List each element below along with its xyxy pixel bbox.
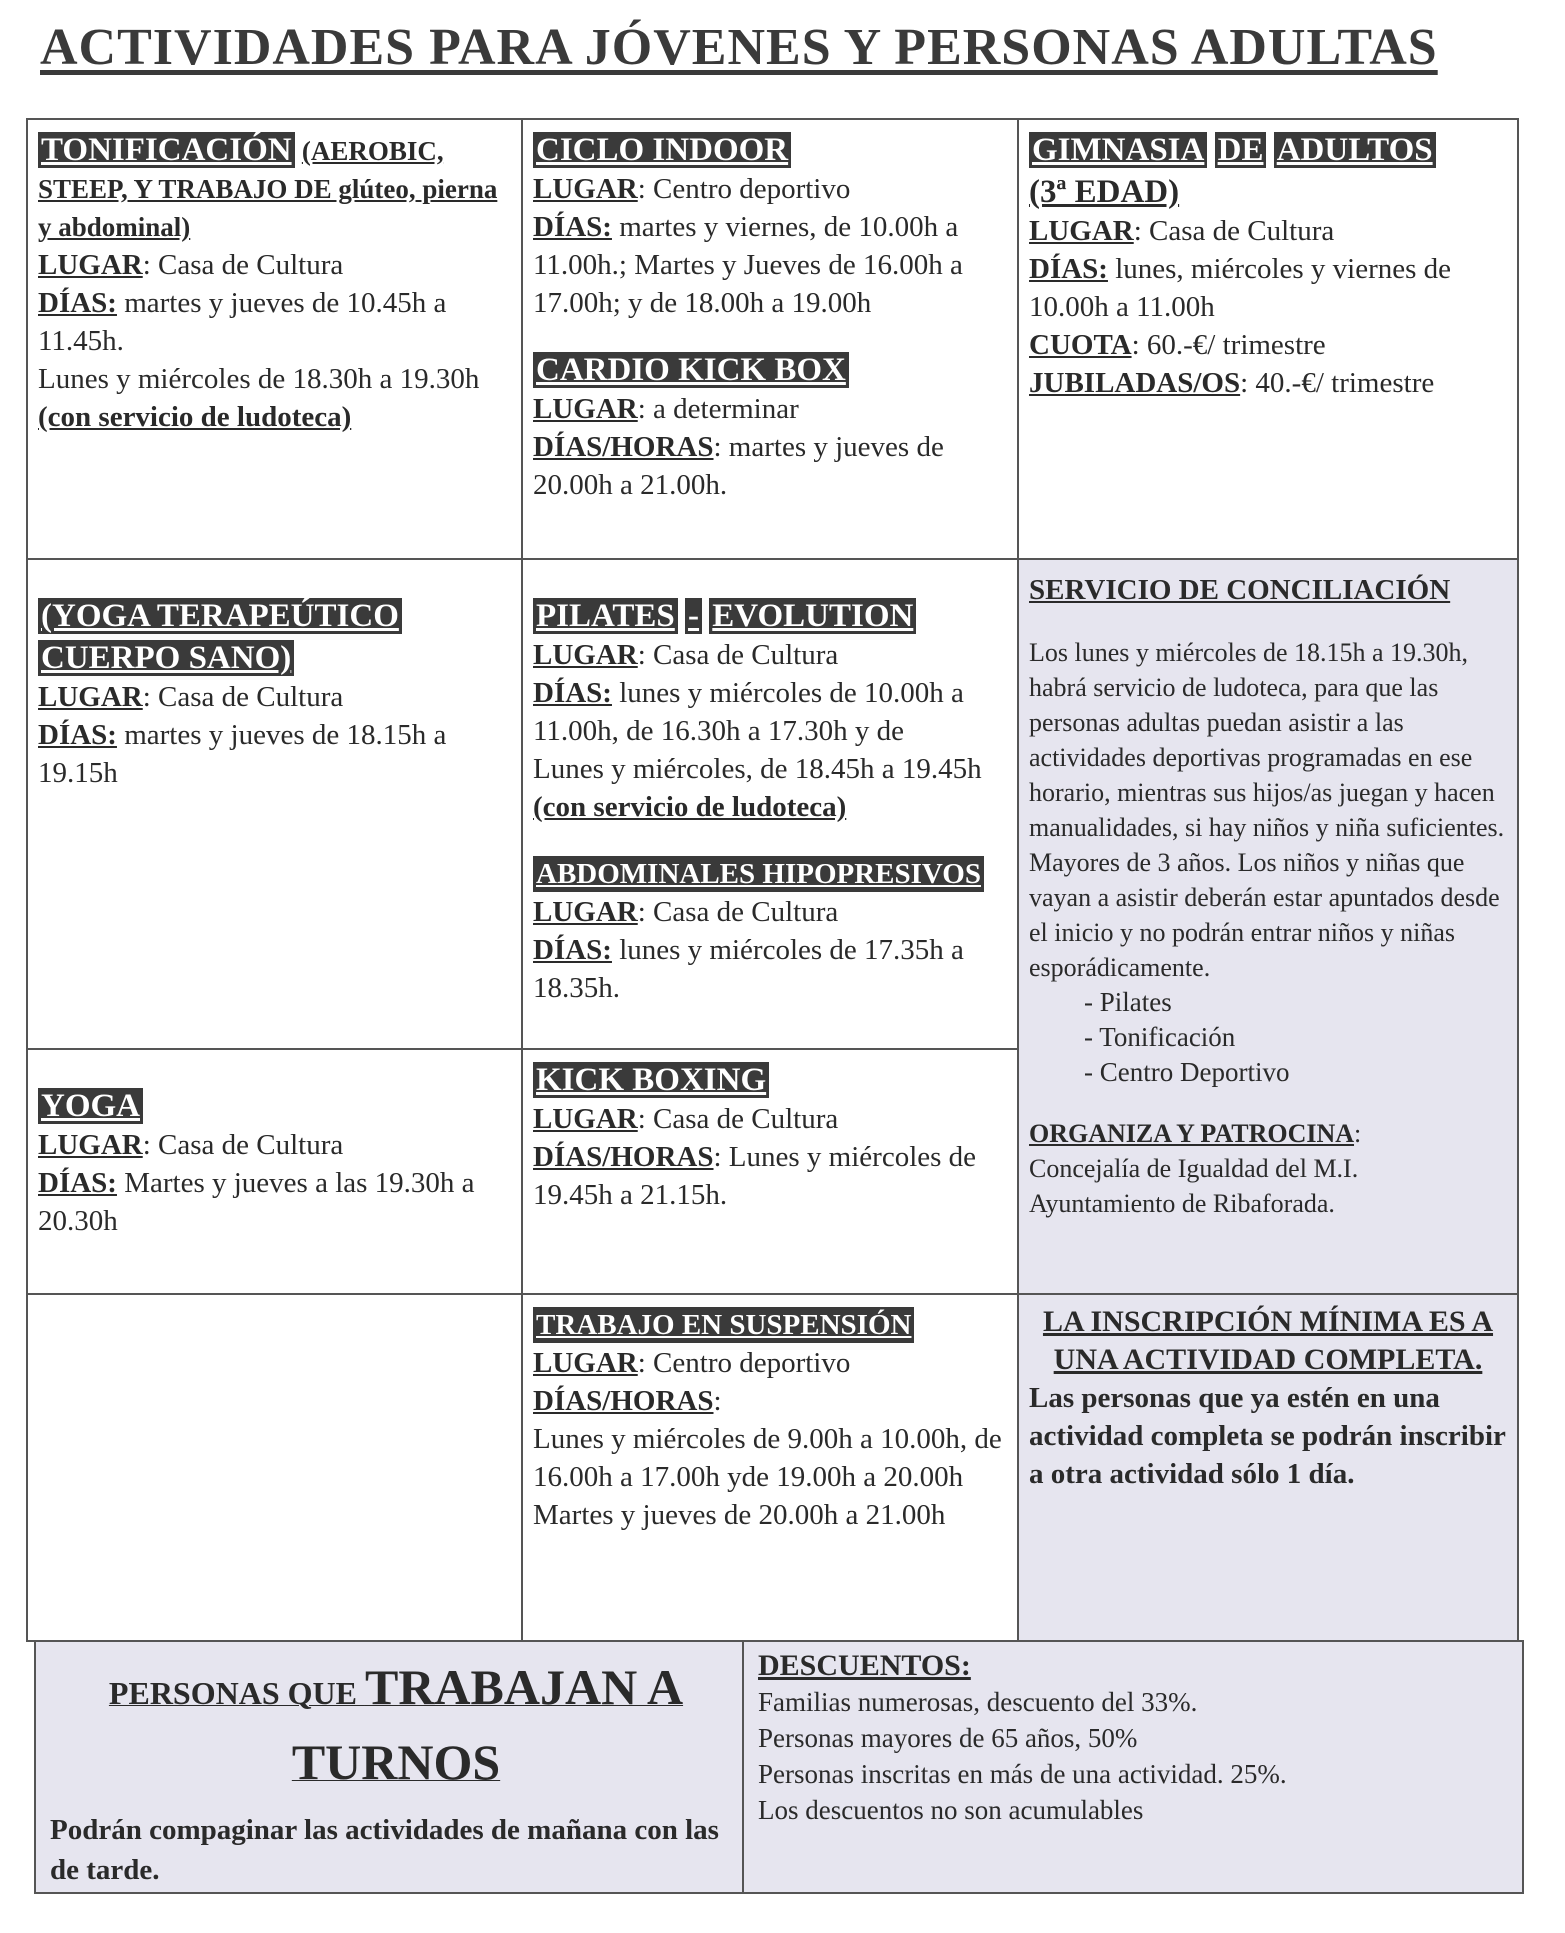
turnos-heading-small: PERSONAS QUE bbox=[108, 1675, 365, 1711]
jubilados-value: : 40.-€/ trimestre bbox=[1240, 367, 1435, 399]
lugar-value: : Casa de Cultura bbox=[142, 1129, 344, 1161]
lugar-label: LUGAR bbox=[533, 639, 638, 671]
dias-value: martes y jueves de 18.15h a 19.15h bbox=[38, 719, 447, 789]
pilates-abdominales-cell bbox=[522, 559, 1018, 1049]
list-item: Personas mayores de 65 años, 50% bbox=[758, 1723, 1138, 1753]
abdominales-heading: ABDOMINALES HIPOPRESIVOS bbox=[533, 856, 984, 892]
turnos-box bbox=[34, 1640, 744, 1894]
dias-value: : martes y jueves de 20.00h a 21.00h. bbox=[533, 431, 944, 501]
list-item: Los descuentos no son acumulables bbox=[758, 1795, 1144, 1825]
lugar-label: LUGAR bbox=[1029, 215, 1134, 247]
schedule-line: Lunes y miércoles de 9.00h a 10.00h, de 16.00h a 17.00h yde 19.00h a 20.00h bbox=[533, 1423, 1002, 1493]
dias-value: Martes y jueves a las 19.30h a 20.30h bbox=[38, 1167, 475, 1237]
tonificacion-subheading: (AEROBIC, STEEP, Y TRABAJO DE glúteo, pierna y abdominal) bbox=[38, 136, 498, 242]
pilates-heading: PILATES bbox=[533, 598, 678, 634]
turnos-heading-big: TRABAJAN A TURNOS bbox=[291, 1659, 684, 1790]
list-item: - Centro Deportivo bbox=[1084, 1057, 1290, 1087]
conciliacion-cell bbox=[1018, 559, 1518, 1294]
cuota-label: CUOTA bbox=[1029, 329, 1132, 361]
dias-value: martes y viernes, de 10.00h a 11.00h.; Martes y Jueves de 16.00h a 17.00h; y de 18.00h a 19.00h bbox=[533, 211, 963, 319]
conciliacion-heading: SERVICIO DE CONCILIACIÓN bbox=[1029, 574, 1451, 606]
gimnasia-edad: (3ª EDAD) bbox=[1029, 174, 1180, 210]
empty-cell bbox=[27, 1294, 522, 1641]
dias-label: DÍAS: bbox=[533, 677, 612, 709]
yoga-terapeutico-cell bbox=[27, 559, 522, 1049]
lugar-value: : a determinar bbox=[637, 393, 799, 425]
lugar-value: : Casa de Cultura bbox=[142, 681, 344, 713]
suspension-cell bbox=[522, 1294, 1018, 1641]
dias-label: DÍAS/HORAS bbox=[533, 431, 714, 463]
inscripcion-heading: LA INSCRIPCIÓN MÍNIMA ES A UNA ACTIVIDAD COMPLETA. bbox=[1042, 1305, 1494, 1376]
dias-label: DÍAS: bbox=[533, 211, 612, 243]
dias-colon: : bbox=[713, 1385, 722, 1417]
activities-table bbox=[26, 118, 1519, 1642]
lugar-label: LUGAR bbox=[533, 1103, 638, 1135]
gimnasia-cell bbox=[1018, 119, 1518, 559]
descuentos-box bbox=[744, 1640, 1524, 1894]
dias-label: DÍAS: bbox=[38, 719, 117, 751]
lugar-label: LUGAR bbox=[533, 393, 638, 425]
list-item: - Tonificación bbox=[1084, 1022, 1236, 1052]
list-item: - Pilates bbox=[1084, 987, 1172, 1017]
list-item: Familias numerosas, descuento del 33%. bbox=[758, 1687, 1198, 1717]
dias-label: DÍAS/HORAS bbox=[533, 1141, 714, 1173]
dias-value: lunes y miércoles de 17.35h a 18.35h. bbox=[533, 934, 964, 1004]
dias-label: DÍAS: bbox=[533, 934, 612, 966]
dias-label: DÍAS: bbox=[1029, 253, 1108, 285]
lugar-label: LUGAR bbox=[38, 249, 143, 281]
list-item: Personas inscritas en más de una actividad. 25%. bbox=[758, 1759, 1287, 1789]
yoga-terapeutico-heading: (YOGA TERAPEÚTICO bbox=[38, 598, 402, 634]
gimnasia-heading-de: DE bbox=[1215, 132, 1267, 168]
jubilados-label: JUBILADAS/OS bbox=[1029, 367, 1241, 399]
inscripcion-cell bbox=[1018, 1294, 1518, 1641]
extra-schedule: Lunes y miércoles de 18.30h a 19.30h bbox=[38, 363, 480, 395]
dias-label: DÍAS: bbox=[38, 287, 117, 319]
inscripcion-text: Las personas que ya estén en una actividad completa se podrán inscribir a otra actividad sólo 1 día. bbox=[1029, 1382, 1506, 1490]
turnos-text: Podrán compaginar las actividades de mañana con las de tarde. bbox=[50, 1814, 719, 1886]
organiza-colon: : bbox=[1354, 1119, 1362, 1148]
tonificacion-cell bbox=[27, 119, 522, 559]
cuota-value: : 60.-€/ trimestre bbox=[1131, 329, 1326, 361]
lugar-value: : Casa de Cultura bbox=[142, 249, 344, 281]
lugar-label: LUGAR bbox=[533, 173, 638, 205]
lugar-label: LUGAR bbox=[38, 1129, 143, 1161]
lugar-value: : Casa de Cultura bbox=[637, 896, 839, 928]
ludoteca-note: (con servicio de ludoteca) bbox=[533, 791, 847, 823]
turnos-heading bbox=[76, 1656, 716, 1806]
lugar-label: LUGAR bbox=[38, 681, 143, 713]
ciclo-heading: CICLO INDOOR bbox=[533, 132, 791, 168]
footer-section bbox=[34, 1640, 1524, 1894]
lugar-value: : Centro deportivo bbox=[637, 173, 851, 205]
kick-boxing-cell bbox=[522, 1049, 1018, 1294]
cardio-heading: CARDIO KICK BOX bbox=[533, 352, 849, 388]
yoga-cell bbox=[27, 1049, 522, 1294]
conciliacion-text: Los lunes y miércoles de 18.15h a 19.30h, habrá servicio de ludoteca, para que las personas adultas puedan asistir a las actividades deportivas programadas en ese horario, mientras sus hijos/as juegan y hacen manualidades, si hay niños y niña suficientes. bbox=[1029, 638, 1505, 842]
lugar-value: : Casa de Cultura bbox=[637, 639, 839, 671]
gimnasia-heading: GIMNASIA bbox=[1029, 132, 1207, 168]
dias-value: : Lunes y miércoles de 19.45h a 21.15h. bbox=[533, 1141, 977, 1211]
tonificacion-heading: TONIFICACIÓN bbox=[38, 132, 295, 168]
organiza-label: ORGANIZA Y PATROCINA bbox=[1029, 1119, 1355, 1148]
lugar-label: LUGAR bbox=[533, 896, 638, 928]
dias-label: DÍAS/HORAS bbox=[533, 1385, 714, 1417]
ludoteca-note: (con servicio de ludoteca) bbox=[38, 401, 352, 433]
lugar-value: : Casa de Cultura bbox=[637, 1103, 839, 1135]
extra-schedule: Lunes y miércoles, de 18.45h a 19.45h bbox=[533, 753, 982, 785]
cuerpo-sano-heading: CUERPO SANO) bbox=[38, 640, 294, 676]
ciclo-cardio-cell bbox=[522, 119, 1018, 559]
schedule-line: Martes y jueves de 20.00h a 21.00h bbox=[533, 1499, 946, 1531]
page-title: ACTIVIDADES PARA JÓVENES Y PERSONAS ADULTAS bbox=[40, 19, 1438, 76]
dias-value: lunes, miércoles y viernes de 10.00h a 11.00h bbox=[1029, 253, 1452, 323]
dias-label: DÍAS: bbox=[38, 1167, 117, 1199]
organiza-value: Concejalía de Igualdad del M.I. Ayuntamiento de Ribaforada. bbox=[1029, 1154, 1359, 1218]
yoga-heading: YOGA bbox=[38, 1088, 143, 1124]
lugar-label: LUGAR bbox=[533, 1347, 638, 1379]
lugar-value: : Centro deportivo bbox=[637, 1347, 851, 1379]
kick-boxing-heading: KICK BOXING bbox=[533, 1062, 769, 1098]
descuentos-heading: DESCUENTOS: bbox=[758, 1649, 971, 1682]
lugar-value: : Casa de Cultura bbox=[1133, 215, 1335, 247]
dias-value: martes y jueves de 10.45h a 11.45h. bbox=[38, 287, 447, 357]
evolution-heading: EVOLUTION bbox=[709, 598, 916, 634]
dias-value: lunes y miércoles de 10.00h a 11.00h, de 16.30h a 17.30h y de bbox=[533, 677, 964, 747]
conciliacion-text-2: Mayores de 3 años. Los niños y niñas que vayan a asistir deberán estar apuntados desde el inicio y no podrán entrar niños y niñas esporádicamente. bbox=[1029, 848, 1500, 982]
pilates-heading-dash: - bbox=[685, 598, 702, 634]
gimnasia-heading-adultos: ADULTOS bbox=[1274, 132, 1436, 168]
suspension-heading: TRABAJO EN SUSPENSIÓN bbox=[533, 1307, 914, 1343]
